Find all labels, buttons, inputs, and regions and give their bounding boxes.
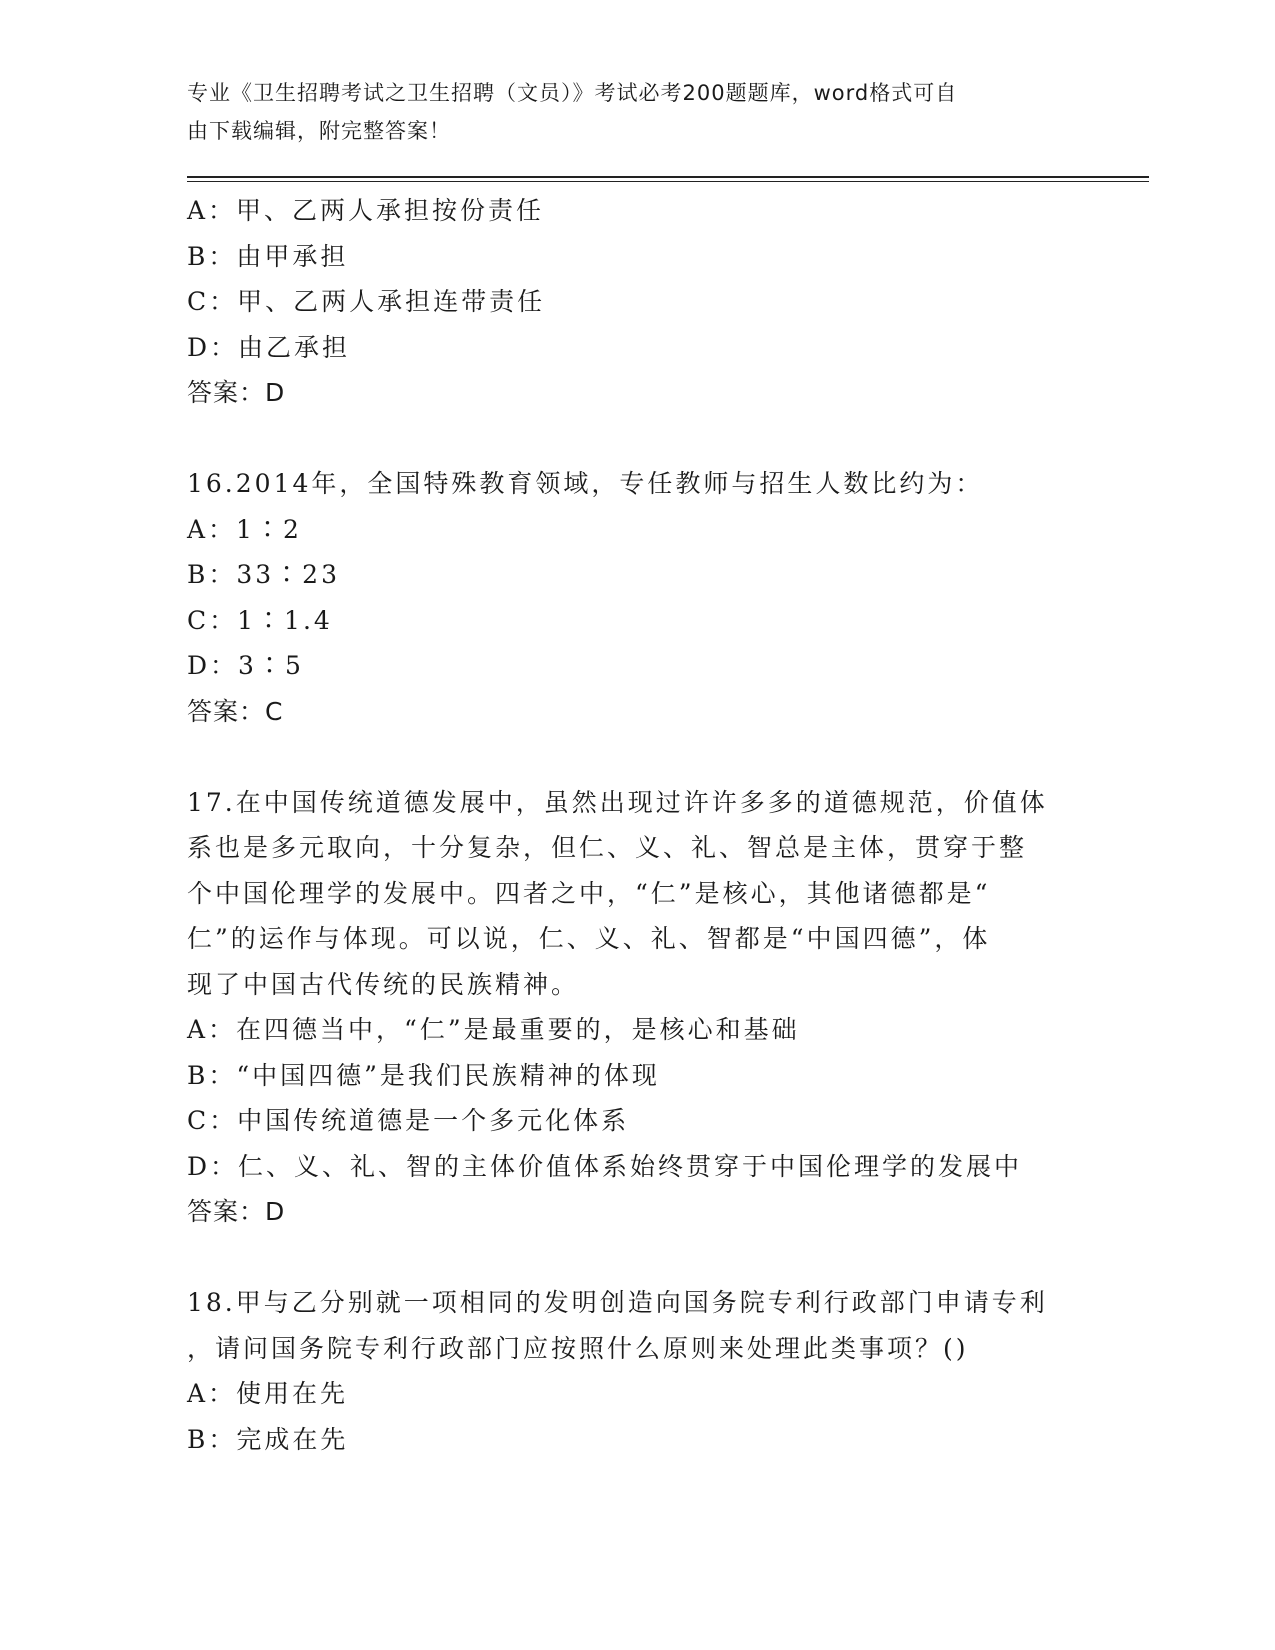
- question-stem-line: 现了中国古代传统的民族精神。: [187, 969, 580, 999]
- option-d: D：3∶5: [187, 651, 304, 680]
- document-header: [187, 74, 1067, 150]
- header-line-1: 专业《卫生招聘考试之卫生招聘（文员）》考试必考200题题库，word格式可自: [187, 81, 958, 105]
- question-stem: 16.2014年，全国特殊教育领域，专任教师与招生人数比约为：: [187, 469, 984, 498]
- question-stem-line: 17.在中国传统道德发展中，虽然出现过许许多多的道德规范，价值体: [187, 787, 1048, 817]
- header-line-2: 由下载编辑，附完整答案！: [187, 119, 451, 143]
- question-18: [187, 1280, 1087, 1462]
- option-d: D：由乙承担: [187, 332, 351, 362]
- question-stem-line: ，请问国务院专利行政部门应按照什么原则来处理此类事项？(): [187, 1333, 969, 1363]
- question-stem-line: 系也是多元取向，十分复杂，但仁、义、礼、智总是主体，贯穿于整: [187, 833, 1028, 862]
- option-c: C：甲、乙两人承担连带责任: [187, 287, 546, 316]
- question-17: [187, 780, 1087, 1235]
- option-a: A：使用在先: [187, 1379, 349, 1408]
- option-d: D：仁、义、礼、智的主体价值体系始终贯穿于中国伦理学的发展中: [187, 1151, 1023, 1181]
- option-a: A：1∶2: [187, 514, 302, 544]
- option-b: B：33∶23: [187, 560, 340, 589]
- spacer: [187, 734, 1087, 780]
- question-stem-line: 仁”的运作与体现。可以说，仁、义、礼、智都是“中国四德”，体: [187, 924, 991, 953]
- option-c: C：1∶1.4: [187, 605, 333, 635]
- answer: 答案：C: [187, 696, 284, 726]
- option-b: B：“中国四德”是我们民族精神的体现: [187, 1060, 660, 1090]
- spacer: [187, 1235, 1087, 1281]
- answer: 答案：D: [187, 378, 286, 407]
- spacer: [187, 416, 1087, 462]
- document-body: [187, 188, 1087, 1462]
- answer: 答案：D: [187, 1197, 286, 1226]
- question-stem-line: 18.甲与乙分别就一项相同的发明创造向国务院专利行政部门申请专利: [187, 1288, 1048, 1317]
- option-a: A：在四德当中，“仁”是最重要的，是核心和基础: [187, 1015, 800, 1044]
- option-b: B：由甲承担: [187, 241, 349, 271]
- question-stem-line: 个中国伦理学的发展中。四者之中，“仁”是核心，其他诸德都是“: [187, 878, 991, 908]
- question-15: [187, 188, 1087, 416]
- header-rule-thin: [187, 181, 1149, 182]
- option-a: A：甲、乙两人承担按份责任: [187, 196, 545, 225]
- option-c: C：中国传统道德是一个多元化体系: [187, 1106, 630, 1135]
- question-16: [187, 461, 1087, 734]
- option-b: B：完成在先: [187, 1424, 349, 1454]
- header-rule-thick: [187, 176, 1149, 178]
